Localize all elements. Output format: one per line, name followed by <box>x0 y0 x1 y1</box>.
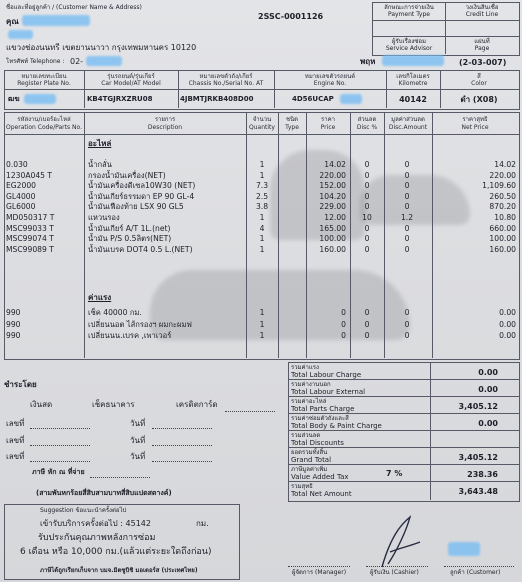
parts-price: 12.00 <box>324 213 346 222</box>
col-desc-en: Description <box>147 124 183 131</box>
total-label-th: รวมค่าแรง <box>291 364 319 371</box>
parts-net: 14.02 <box>494 160 516 169</box>
labour-desc: เปลี่ยนนน.เบรค ,เพาเวอร์ <box>88 331 172 340</box>
total-value: 0.00 <box>478 368 498 377</box>
signature-customer: ลูกค้า (Customer) <box>450 569 501 576</box>
section-parts-heading: อะไหล่ <box>88 139 112 148</box>
col-type-en: Type <box>285 124 299 131</box>
parts-disc: 0 <box>364 181 370 191</box>
parts-code: MSC99033 T <box>6 223 54 233</box>
total-label-en: Value Added Tax <box>291 473 349 481</box>
parts-disc-amt: 0 <box>404 191 410 201</box>
service-advisor-label: ผู้รับเรื่องซ่อม <box>392 38 426 45</box>
col-disc-th: ส่วนลด <box>357 116 377 123</box>
parts-qty: 1 <box>259 244 265 254</box>
col-net-en: Net Price <box>461 124 489 131</box>
total-label-th: รวมส่วนลด <box>291 432 321 439</box>
parts-disc: 0 <box>364 244 370 254</box>
total-label-en: Total Labour External <box>291 388 366 396</box>
labour-net: 0.00 <box>499 319 516 329</box>
withholding-tax-label: ภาษี หัก ณ ที่จ่าย <box>32 468 85 476</box>
customer-label: ชื่อและที่อยู่ลูกค้า / (Customer Name & Address) <box>6 4 142 11</box>
suggestion-label: Suggestion ข้อแนะนำครั้งต่อไป <box>40 507 127 514</box>
vh-color-th: สี <box>477 73 481 80</box>
credit-card-label: เครดิตการ์ด <box>176 400 218 409</box>
parts-disc: 0 <box>364 202 370 212</box>
col-discamt-th: มูลค่าส่วนลด <box>391 116 425 123</box>
signature-cashier: ผู้รับเงิน (Cashier) <box>370 569 419 576</box>
page-label: แผ่นที่ <box>474 38 490 45</box>
vh-engine-redacted <box>340 94 362 104</box>
labour-net: 0.00 <box>499 331 516 340</box>
vh-chassis-th: หมายเลขตัวถัง/เกียร์ <box>199 73 253 80</box>
parts-price: 165.00 <box>319 223 346 233</box>
parts-desc: น้ำมัน P/S 0.5ลิตร(NET) <box>88 234 172 244</box>
labour-disc-amt: 0 <box>404 319 410 329</box>
parts-code: 0.030 <box>6 160 28 169</box>
vh-engine-value: 4D56UCAP <box>292 95 334 103</box>
labour-desc: เปลี่ยนนอต ไส้กรองฯ ผมกะผมฟ <box>88 319 192 329</box>
parts-price: 104.20 <box>319 191 346 201</box>
labour-desc: เช็ค 40000 กม. <box>88 308 142 317</box>
parts-qty: 4 <box>259 223 265 233</box>
next-service-text: เข้ารับบริการครั้งต่อไป : 45142 <box>40 519 151 528</box>
vh-color-value: ดำ (X08) <box>460 95 498 104</box>
total-value: 3,643.48 <box>458 487 498 496</box>
parts-code: MSC99074 T <box>6 234 54 244</box>
next-service-km: กม. <box>196 519 209 528</box>
parts-code: MSC99089 T <box>6 244 54 254</box>
col-net-th: ราคาสุทธิ <box>462 116 488 123</box>
company-note: ภาษีได้ถูกเรียกเก็บจาก บมจ.มิตซูบิชิ มอเตอร์ส (ประเทศไทย) <box>40 567 198 574</box>
date-prefix: พฤห <box>360 57 376 66</box>
cheque-date-label-1: วันที่ <box>130 419 146 428</box>
service-advisor-label-en: Service Advisor <box>385 45 433 52</box>
parts-disc-amt: 0 <box>404 244 410 254</box>
total-label-en: Total Labour Charge <box>291 371 362 379</box>
labour-net: 0.00 <box>499 308 516 317</box>
payment-type-label-en: Payment Type <box>388 11 430 18</box>
warranty-text: 6 เดือน หรือ 10,000 กม.(แล้วแต่ระยะใดถึงก่อน) <box>20 547 212 557</box>
vh-engine-th: หมายเลขตัวรถยนต์ <box>304 73 356 80</box>
labour-price: 0 <box>341 308 346 317</box>
parts-price: 220.00 <box>319 170 346 180</box>
cashier-signature-scribble <box>372 512 424 572</box>
labour-disc-amt: 0 <box>404 331 410 340</box>
labour-price: 0 <box>341 319 346 329</box>
labour-disc: 0 <box>364 319 370 329</box>
labour-qty: 1 <box>259 319 265 329</box>
customer-signature-redacted <box>448 542 480 556</box>
col-price-en: Price <box>320 124 336 131</box>
cheque-date-label-2: วันที่ <box>130 436 146 445</box>
parts-desc: น้ำมันเบรค DOT4 0.5 L.(NET) <box>88 244 193 254</box>
labour-qty: 1 <box>259 308 265 317</box>
parts-disc: 0 <box>364 223 370 233</box>
col-desc-th: รายการ <box>154 116 176 123</box>
labour-disc: 0 <box>364 331 370 340</box>
parts-net: 100.00 <box>489 234 516 244</box>
labour-qty: 1 <box>259 331 265 340</box>
parts-disc-amt: 1.2 <box>400 213 414 222</box>
parts-price: 14.02 <box>324 160 346 169</box>
total-value: 238.36 <box>467 470 498 479</box>
labour-price: 0 <box>341 331 346 340</box>
guarantee-text: รับประกันคุณภาพหลังการซ่อม <box>38 533 156 543</box>
parts-net: 870.20 <box>489 202 516 212</box>
parts-code: MD050317 T <box>6 213 55 222</box>
parts-disc-amt: 0 <box>404 223 410 233</box>
total-value: 0.00 <box>478 419 498 428</box>
credit-line-label: วงเงินสินเชื่อ <box>465 4 499 11</box>
total-label-en: Total Parts Charge <box>291 405 355 413</box>
parts-desc: น้ำมันเครื่องดีเซล10W30 (NET) <box>88 181 196 191</box>
vh-km-en: Kilometre <box>398 80 428 87</box>
total-label-en: Total Net Amount <box>291 490 352 498</box>
total-label-th: ยอดรวมทั้งสิ้น <box>291 449 328 456</box>
col-code-en: Operation Code/Parts No. <box>6 124 82 131</box>
parts-desc: น้ำมันเกียร์ธรรมดา EP 90 GL-4 <box>88 191 195 201</box>
parts-qty: 2.5 <box>255 191 269 201</box>
doc-number: 2SSC-0001126 <box>258 12 324 21</box>
telephone-prefix: 02- <box>70 57 84 66</box>
date-suffix: (2-03-007) <box>459 58 507 67</box>
address-line: แขวงช่องนนทรี เขตยานนาวา กรุงเทพมหานคร 10120 <box>6 43 197 52</box>
parts-price: 152.00 <box>319 181 346 191</box>
parts-qty: 7.3 <box>255 181 269 191</box>
amount-in-words: (สามพันหกร้อยสี่สิบสามบาทสี่สิบแปดสตางค์) <box>36 489 172 497</box>
paid-by-label: ชำระโดย <box>4 380 37 389</box>
payment-type-label: ลักษณะการจ่ายเงิน <box>384 4 434 11</box>
parts-price: 229.00 <box>319 202 346 212</box>
vh-engine-en: Engine No. <box>313 80 347 87</box>
telephone-label: โทรศัพท์ Telephone : <box>6 58 65 65</box>
parts-price: 160.00 <box>319 244 346 254</box>
total-value: 0.00 <box>478 385 498 394</box>
parts-desc: น้ำมันเฟืองท้าย LSX 90 GL5 <box>88 202 184 212</box>
credit-line-label-en: Credit Line <box>465 11 499 18</box>
parts-disc: 0 <box>364 234 370 244</box>
total-value: 3,405.12 <box>458 402 498 411</box>
total-label-th: รวมค่าอะไหล่ <box>291 398 327 405</box>
parts-desc: น้ำมันเกียร์ A/T 1L.(net) <box>88 223 171 233</box>
parts-net: 660.00 <box>489 223 516 233</box>
total-label-th: รวมค่างานนอก <box>291 381 331 388</box>
total-label-th: ภาษีมูลค่าเพิ่ม <box>291 466 328 473</box>
labour-code: 990 <box>6 331 21 340</box>
parts-disc: 0 <box>364 191 370 201</box>
cheque-label: เช็คธนาคาร <box>92 400 135 409</box>
parts-qty: 1 <box>259 170 265 180</box>
vh-plate-value: ฒฆ <box>8 95 20 103</box>
cheque-date-label-3: วันที่ <box>130 452 146 461</box>
parts-code: EG2000 <box>6 181 37 191</box>
parts-qty: 1 <box>259 160 265 169</box>
parts-code: GL6000 <box>6 202 36 212</box>
vh-chassis-en: Chassis No./Serial No. AT <box>188 80 264 87</box>
section-labour-heading: ค่าแรง <box>88 293 112 302</box>
col-type-th: ชนิด <box>285 116 299 123</box>
total-label-en: Grand Total <box>291 456 332 464</box>
parts-disc-amt: 0 <box>404 234 410 244</box>
parts-code: 1230A045 T <box>6 170 53 180</box>
page-label-en: Page <box>474 45 490 52</box>
cheque-no-label-2: เลขที่ <box>6 436 25 445</box>
total-label-en: Total Body & Paint Charge <box>291 422 382 430</box>
total-label-th: รวมค่าซ่อมตัวถังและสี <box>291 415 349 422</box>
total-value: 3,405.12 <box>458 453 498 462</box>
parts-net: 160.00 <box>489 244 516 254</box>
labour-disc: 0 <box>364 308 370 317</box>
parts-net: 10.80 <box>494 213 516 222</box>
customer-address-redacted <box>8 30 33 39</box>
total-label-th: รวมสุทธิ <box>291 483 313 490</box>
parts-net: 1,109.60 <box>482 181 516 191</box>
parts-code: GL4000 <box>6 191 36 201</box>
parts-disc-amt: 0 <box>404 160 410 169</box>
labour-disc-amt: 0 <box>404 308 410 317</box>
parts-qty: 3.8 <box>255 202 269 212</box>
parts-disc-amt: 0 <box>404 202 410 212</box>
col-disc-en: Disc % <box>356 124 378 131</box>
parts-disc: 0 <box>364 160 370 169</box>
signature-manager: ผู้จัดการ (Manager) <box>292 569 347 576</box>
customer-name-redacted <box>22 15 90 26</box>
cheque-no-label-3: เลขที่ <box>6 452 25 461</box>
vh-model-value: KB4TGJRXZRU08 <box>87 95 153 103</box>
vh-model-th: รุ่นรถยนต์/รุ่นเกียร์ <box>107 73 155 80</box>
parts-disc: 10 <box>362 213 372 222</box>
parts-net: 260.50 <box>489 191 516 201</box>
labour-code: 990 <box>6 319 21 329</box>
vh-km-th: เลขกิโลเมตร <box>396 73 430 80</box>
parts-net: 220.00 <box>489 170 516 180</box>
vh-model-en: Car Model/AT Model <box>101 80 161 87</box>
parts-price: 100.00 <box>319 234 346 244</box>
parts-desc: กรองน้ำมันเครื่อง(NET) <box>88 170 166 180</box>
col-code-th: รหัสงาน/เบอร์อะไหล่ <box>17 116 71 123</box>
vh-plate-en: Register Plate No. <box>17 80 71 87</box>
telephone-redacted <box>86 56 122 66</box>
col-discamt-en: Disc.Amount <box>388 124 428 131</box>
date-redacted <box>382 55 444 66</box>
vat-percent: 7 % <box>386 469 403 478</box>
col-price-th: ราคา <box>321 116 335 123</box>
vh-chassis-value: 4JBMTJRKB408D00 <box>180 95 254 103</box>
parts-qty: 1 <box>259 213 265 222</box>
parts-disc-amt: 0 <box>404 181 410 191</box>
parts-desc: น้ำกลั่น <box>88 160 112 169</box>
cheque-no-label-1: เลขที่ <box>6 419 25 428</box>
total-label-en: Total Discounts <box>291 439 344 447</box>
customer-prefix: คุณ <box>6 17 19 26</box>
vh-plate-th: หมายเลขทะเบียน <box>21 73 67 80</box>
col-qty-en: Quantity <box>249 124 275 131</box>
parts-disc-amt: 0 <box>404 170 410 180</box>
parts-qty: 1 <box>259 234 265 244</box>
cash-label: เงินสด <box>30 400 53 409</box>
vh-color-en: Color <box>471 80 487 87</box>
vh-plate-redacted <box>24 94 56 104</box>
col-qty-th: จำนวน <box>252 116 272 123</box>
parts-disc: 0 <box>364 170 370 180</box>
parts-desc: แหวนรอง <box>88 213 120 222</box>
labour-code: 990 <box>6 308 21 317</box>
vh-km-value: 40142 <box>399 95 427 104</box>
